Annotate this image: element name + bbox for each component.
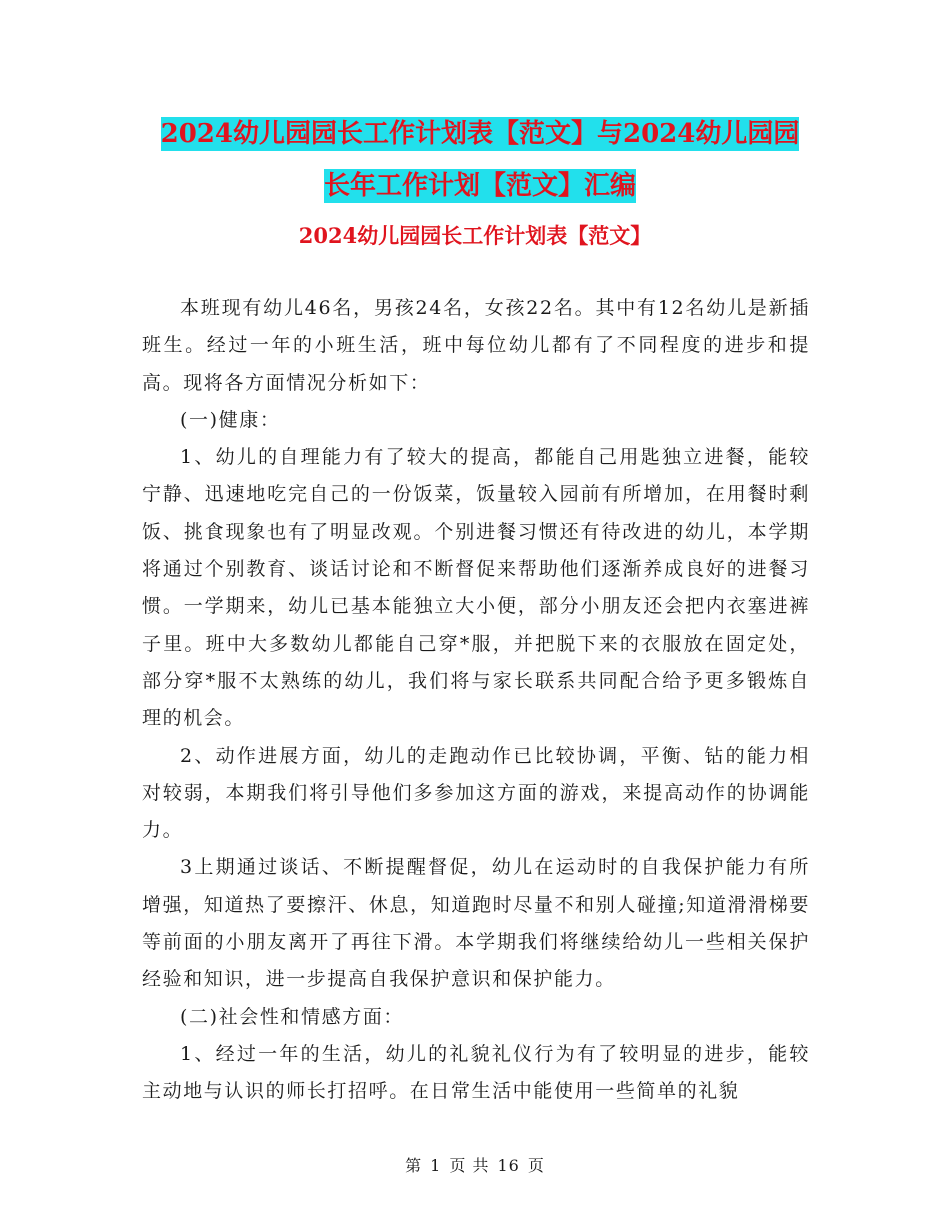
- paragraph: (二)社会性和情感方面：: [180, 1005, 405, 1028]
- footer-total-pages: 16: [497, 1156, 520, 1175]
- paragraph: (一)健康：: [180, 408, 281, 431]
- footer-mid: 页 共: [449, 1156, 490, 1175]
- document-title-line1: 2024幼儿园园长工作计划表【范文】与2024幼儿园园: [160, 119, 800, 149]
- page-footer: [0, 1153, 950, 1176]
- paragraph: 1、幼儿的自理能力有了较大的提高，都能自己用匙独立进餐，能较宁静、迅速地吃完自己的一份饭菜，饭量较入园前有所增加，在用餐时剩饭、挑食现象也有了明显改观。个别进餐习惯还有待改进的幼儿，本学期将通过个别教育、谈话讨论和不断督促来帮助他们逐渐养成良好的进餐习惯。一学期来，幼儿已基本能独立大小便，部分小朋友还会把内衣塞进裤子里。班中大多数幼儿都能自己穿*服，并把脱下来的衣服放在固定处，部分穿*服不太熟练的幼儿，我们将与家长联系共同配合给予更多锻炼自理的机会。: [142, 446, 810, 730]
- paragraph: 1、经过一年的生活，幼儿的礼貌礼仪行为有了较明显的进步，能较主动地与认识的师长打招呼。在日常生活中能使用一些简单的礼貌: [142, 1042, 810, 1103]
- document-title-line2: 长年工作计划【范文】汇编: [323, 171, 636, 201]
- footer-prefix: 第: [405, 1156, 423, 1175]
- section-title: 2024幼儿园园长工作计划表【范文】: [298, 223, 652, 248]
- footer-suffix: 页: [527, 1156, 545, 1175]
- paragraph: 3上期通过谈话、不断提醒督促，幼儿在运动时的自我保护能力有所增强，知道热了要擦汗、休息，知道跑时尽量不和别人碰撞;知道滑滑梯要等前面的小朋友离开了再往下滑。本学期我们将继续给幼儿一些相关保护经验和知识，进一步提高自我保护意识和保护能力。: [142, 856, 810, 991]
- paragraph: 本班现有幼儿46名，男孩24名，女孩22名。其中有12名幼儿是新插班生。经过一年的小班生活，班中每位幼儿都有了不同程度的进步和提高。现将各方面情况分析如下：: [142, 297, 810, 394]
- footer-page-number: 1: [430, 1156, 442, 1175]
- document-title: [140, 108, 820, 212]
- paragraph: 2、动作进展方面，幼儿的走跑动作已比较协调，平衡、钻的能力相对较弱，本期我们将引导他们多参加这方面的游戏，来提高动作的协调能力。: [142, 744, 810, 842]
- document-body: [142, 290, 810, 1111]
